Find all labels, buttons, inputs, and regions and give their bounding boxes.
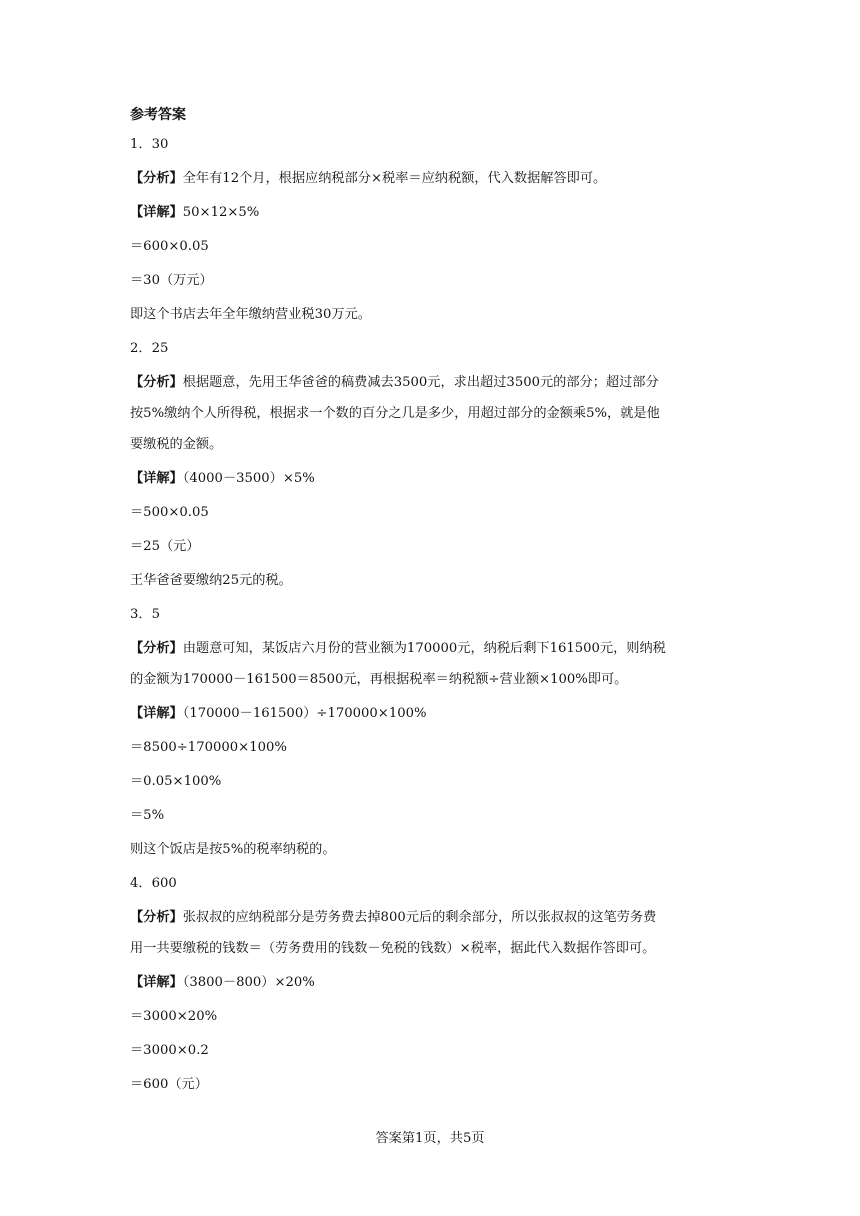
q2-analysis-tag: 【分析】 <box>130 375 183 390</box>
q2-detail-text: （4000－3500）×5% <box>182 471 315 486</box>
q1-detail-text: 50×12×5% <box>182 205 260 220</box>
q1-step-1: ＝600×0.05 <box>130 239 209 254</box>
q4-step-3: ＝600（元） <box>130 1077 208 1092</box>
q1-detail <box>130 202 742 236</box>
q4-detail <box>130 972 742 1006</box>
q4-analysis-tag: 【分析】 <box>130 910 183 925</box>
q3-analysis-text-1: 由题意可知，某饭店六月份的营业额为170000元，纳税后剩下161500元，则纳税 <box>182 641 666 656</box>
q2-conclusion: 王华爸爸要缴纳25元的税。 <box>130 573 292 588</box>
q2-detail-tag: 【详解】 <box>130 471 183 486</box>
q1-detail-tag: 【详解】 <box>130 205 183 220</box>
q4-analysis-line-1 <box>130 907 742 938</box>
page-title: 参考答案 <box>130 107 186 123</box>
q3-detail <box>130 703 742 737</box>
q2-analysis-line-3: 要缴税的金额。 <box>130 437 223 452</box>
page-footer: 答案第1页，共5页 <box>375 1131 485 1146</box>
answer-content <box>130 134 742 1108</box>
q4-analysis-text-1: 张叔叔的应纳税部分是劳务费去掉800元后的剩余部分，所以张叔叔的这笔劳务费 <box>182 910 657 925</box>
q1-answer: 1．30 <box>130 137 169 152</box>
q1-analysis <box>130 168 742 202</box>
q3-detail-tag: 【详解】 <box>130 706 183 721</box>
q3-conclusion: 则这个饭店是按5%的税率纳税的。 <box>130 842 336 857</box>
q1-analysis-tag: 【分析】 <box>130 171 183 186</box>
q3-detail-text: （170000－161500）÷170000×100% <box>182 706 427 721</box>
q1-analysis-text: 全年有12个月，根据应纳税部分×税率＝应纳税额，代入数据解答即可。 <box>182 171 607 186</box>
q4-answer: 4．600 <box>130 876 177 891</box>
q1-step-2: ＝30（万元） <box>130 273 213 288</box>
q3-step-3: ＝5% <box>130 808 165 823</box>
q4-detail-tag: 【详解】 <box>130 975 183 990</box>
q4-step-1: ＝3000×20% <box>130 1009 218 1024</box>
q4-detail-text: （3800－800）×20% <box>182 975 315 990</box>
q2-step-1: ＝500×0.05 <box>130 505 209 520</box>
q2-answer: 2．25 <box>130 341 169 356</box>
q3-step-2: ＝0.05×100% <box>130 774 222 789</box>
q3-step-1: ＝8500÷170000×100% <box>130 740 287 755</box>
q2-analysis-text-1: 根据题意，先用王华爸爸的稿费减去3500元，求出超过3500元的部分；超过部分 <box>182 375 659 390</box>
q3-analysis-line-1 <box>130 638 742 669</box>
q2-analysis-line-1 <box>130 372 742 403</box>
q3-analysis-line-2: 的金额为170000－161500＝8500元，再根据税率＝纳税额÷营业额×100%即可。 <box>130 672 628 687</box>
q2-step-2: ＝25（元） <box>130 539 200 554</box>
q2-detail <box>130 468 742 502</box>
q1-conclusion: 即这个书店去年全年缴纳营业税30万元。 <box>130 307 371 322</box>
q2-analysis-line-2: 按5%缴纳个人所得税，根据求一个数的百分之几是多少，用超过部分的金额乘5%，就是他 <box>130 406 660 421</box>
q3-analysis-tag: 【分析】 <box>130 641 183 656</box>
q4-analysis-line-2: 用一共要缴税的钱数＝（劳务费用的钱数－免税的钱数）×税率，据此代入数据作答即可。 <box>130 941 656 956</box>
q3-answer: 3．5 <box>130 607 160 622</box>
q4-step-2: ＝3000×0.2 <box>130 1043 209 1058</box>
